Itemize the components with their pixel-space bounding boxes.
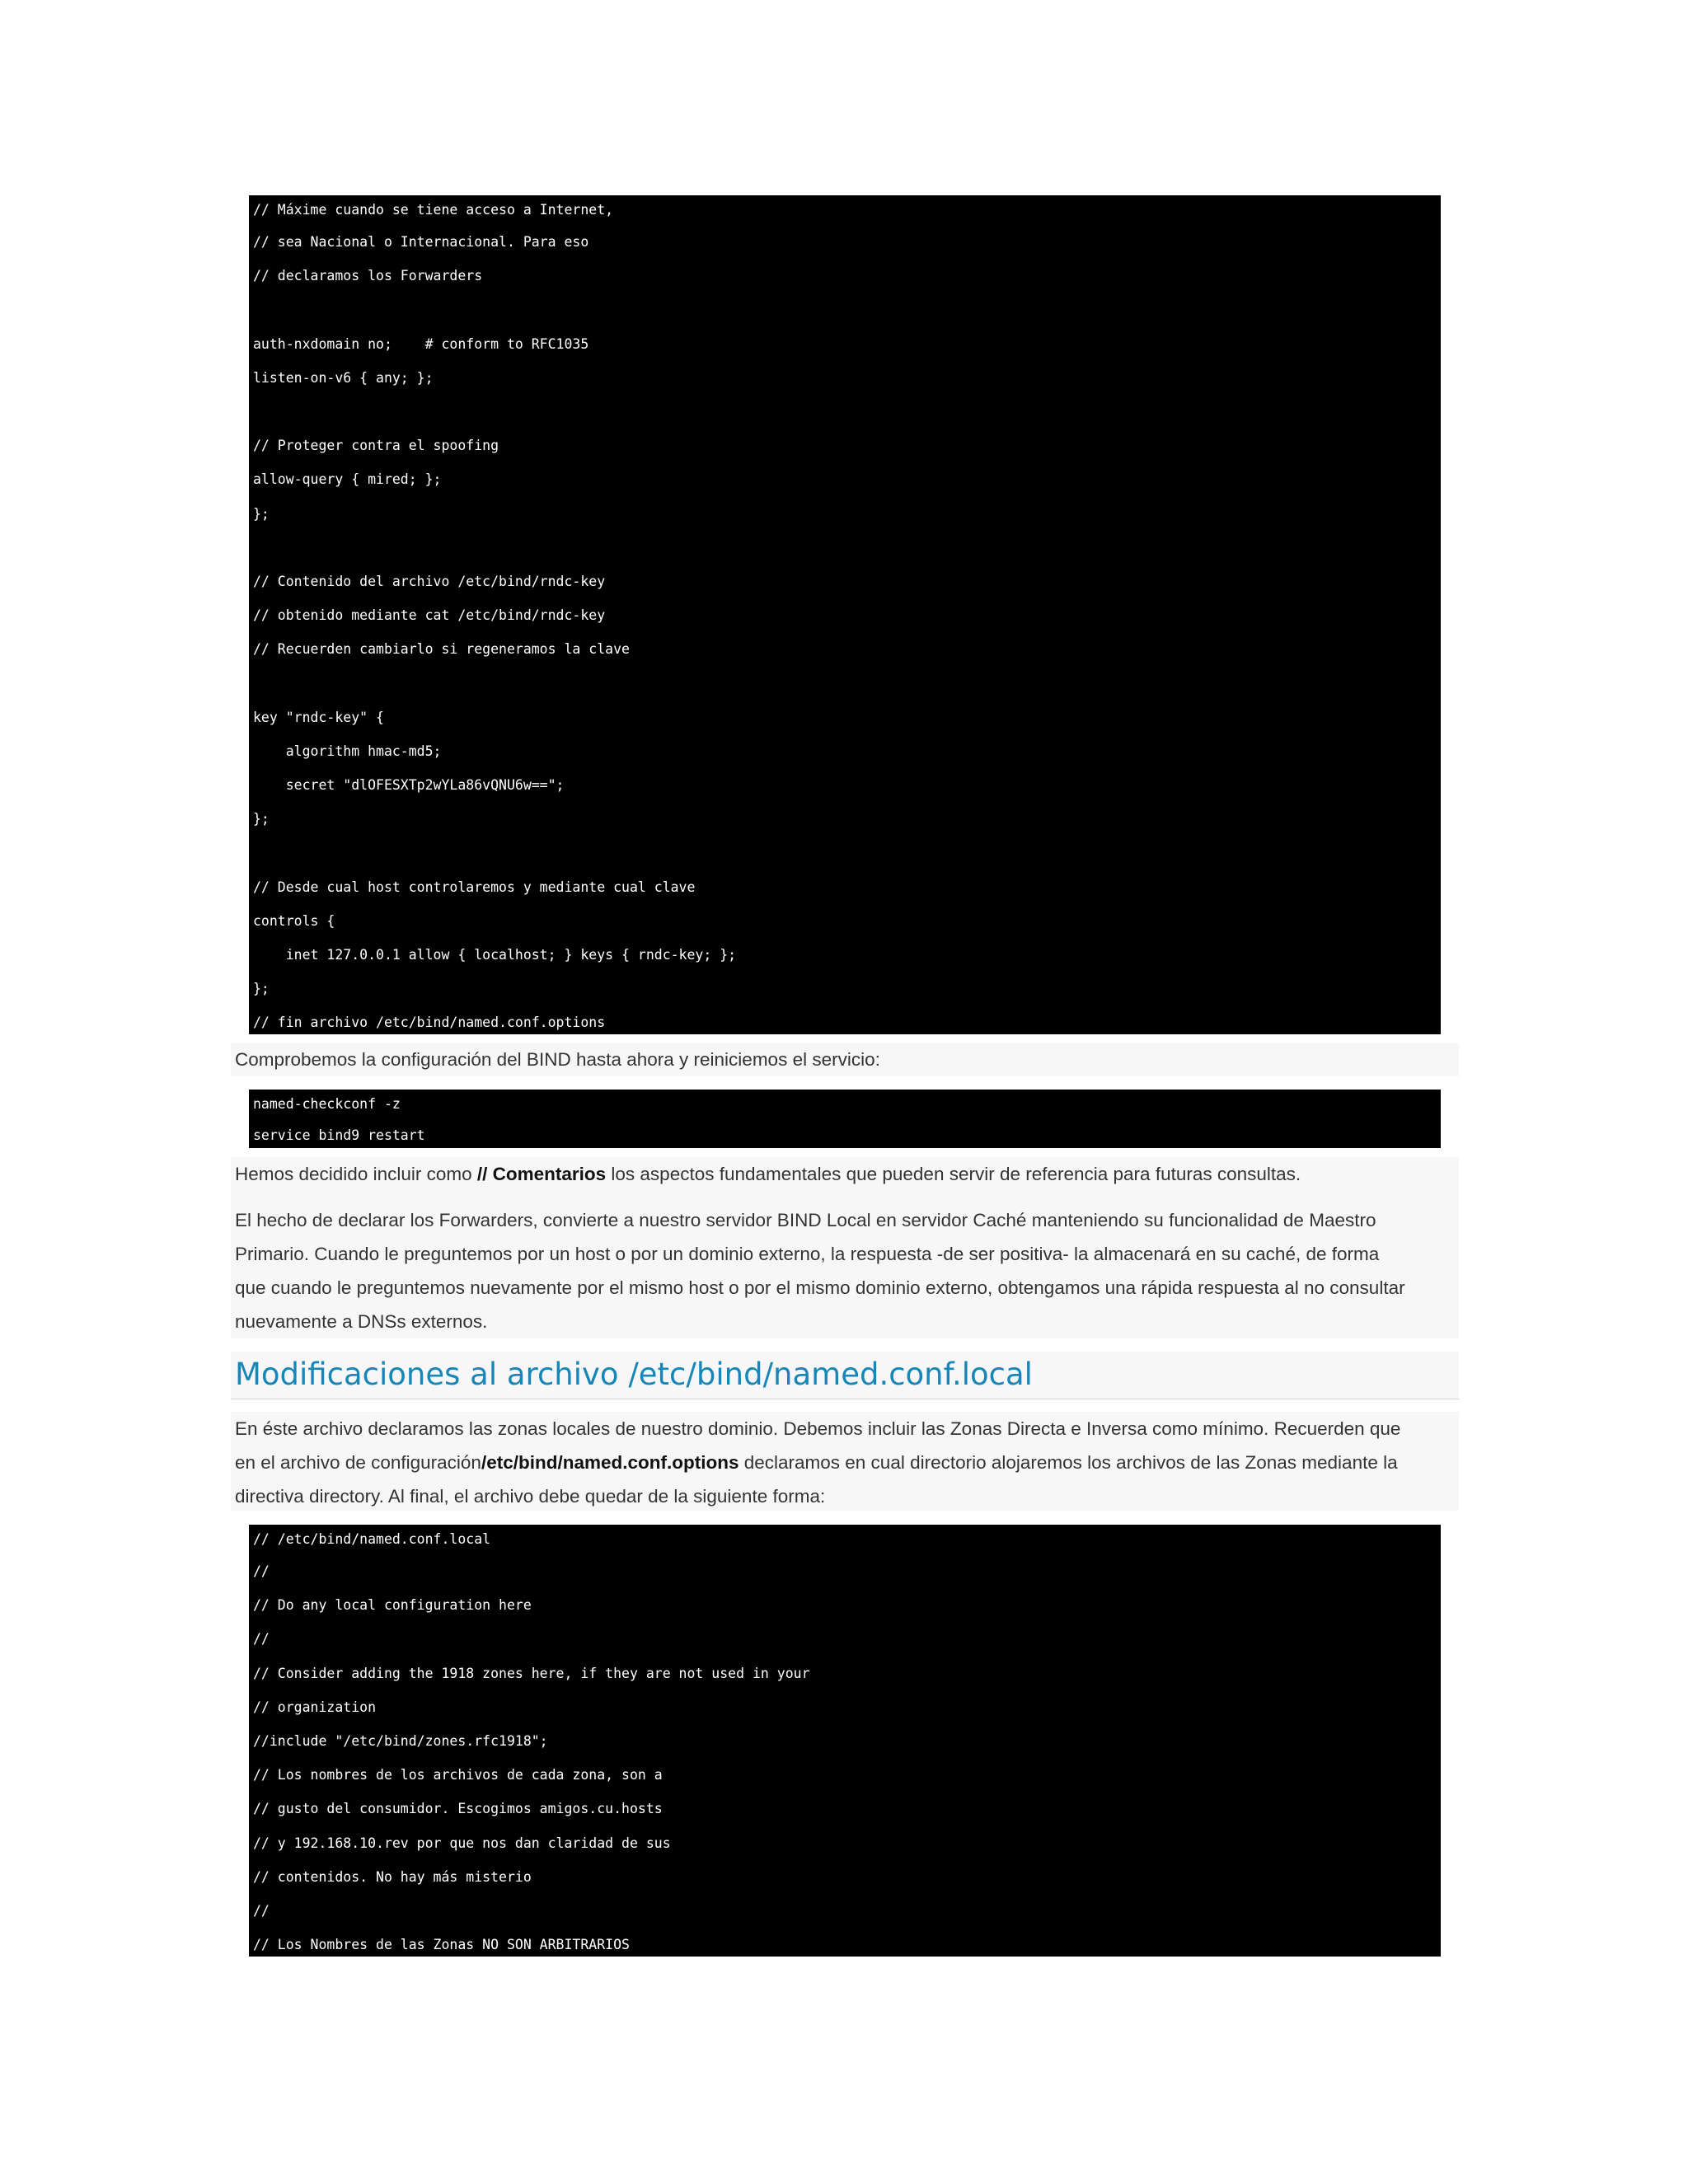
code-line: // Máxime cuando se tiene acceso a Internet, (253, 202, 614, 218)
code-line: // sea Nacional o Internacional. Para eso (253, 234, 589, 250)
code-line: // organization (253, 1699, 377, 1715)
code-line: controls { (253, 912, 335, 929)
code-line: named-checkconf -z (253, 1096, 401, 1112)
code-line: // gusto del consumidor. Escogimos amigos.cu.hosts (253, 1801, 663, 1817)
code-line: // Do any local configuration here (253, 1597, 532, 1614)
paragraph-text: Hemos decidido incluir como (235, 1164, 477, 1184)
code-block-named-conf-local (249, 1525, 1441, 1957)
code-line: // (253, 1631, 270, 1647)
paragraph-comments (235, 1157, 1455, 1192)
paragraph-group-explanation (231, 1157, 1459, 1338)
paragraph-text: los aspectos fundamentales que pueden servir de referencia para futuras consultas. (606, 1164, 1301, 1184)
code-line: // Desde cual host controlaremos y mediante cual clave (253, 879, 696, 895)
section-heading-container (231, 1352, 1459, 1399)
paragraph-text: en el archivo de configuración (235, 1452, 481, 1473)
paragraph-forwarders-line: nuevamente a DNSs externos. (235, 1311, 488, 1332)
code-line: // (253, 1563, 270, 1579)
code-line: // Recuerden cambiarlo si regeneramos la clave (253, 641, 630, 658)
paragraph-text: Comprobemos la configuración del BIND hasta ahora y reiniciemos el servicio: (235, 1049, 880, 1070)
code-line: // (253, 1902, 270, 1919)
paragraph-check-config (231, 1043, 1459, 1076)
comments-emphasis: // Comentarios (476, 1164, 607, 1184)
section-heading: Modificaciones al archivo /etc/bind/named.conf.local (235, 1357, 1033, 1392)
code-line (253, 293, 1437, 326)
code-line: allow-query { mired; }; (253, 471, 442, 488)
code-line (253, 666, 1437, 700)
paragraph-forwarders-line: Primario. Cuando le preguntemos por un host o por un dominio externo, la respuesta -de ser positiva- la almacenará en su caché, de forma (235, 1244, 1380, 1264)
paragraph-local-line (235, 1446, 1455, 1479)
code-block-commands (249, 1090, 1441, 1148)
code-line: algorithm hmac-md5; (253, 743, 442, 759)
code-line (253, 395, 1437, 429)
code-line: }; (253, 981, 270, 997)
file-path-emphasis: /etc/bind/named.conf.options (481, 1452, 739, 1473)
code-line: // fin archivo /etc/bind/named.conf.options (253, 1015, 606, 1031)
code-line: auth-nxdomain no; # conform to RFC1035 (253, 335, 589, 352)
code-line: // obtenido mediante cat /etc/bind/rndc-key (253, 607, 606, 624)
code-line: // /etc/bind/named.conf.local (253, 1531, 491, 1547)
code-block-named-conf-options (249, 195, 1441, 1034)
code-line: // declaramos los Forwarders (253, 268, 483, 284)
code-line: listen-on-v6 { any; }; (253, 369, 434, 386)
paragraph-local-line: directiva directory. Al final, el archivo debe quedar de la siguiente forma: (235, 1486, 826, 1507)
paragraph-forwarders-line: El hecho de declarar los Forwarders, convierte a nuestro servidor BIND Local en servidor Caché manteniendo su funcionalidad de Maestro (235, 1210, 1376, 1230)
paragraph-forwarders-line: que cuando le preguntemos nuevamente por el mismo host o por el mismo dominio externo, obtengamos una rápida respuesta al no consultar (235, 1277, 1405, 1298)
code-line: // Contenido del archivo /etc/bind/rndc-key (253, 573, 606, 589)
paragraph-local-line: En éste archivo declaramos las zonas locales de nuestro dominio. Debemos incluir las Zonas Directa e Inversa como mínimo. Recuerden que (235, 1418, 1401, 1439)
code-line (253, 531, 1437, 565)
code-line: secret "dlOFESXTp2wYLa86vQNU6w=="; (253, 777, 565, 793)
code-line: // Proteger contra el spoofing (253, 438, 499, 454)
code-line: // Los Nombres de las Zonas NO SON ARBITRARIOS (253, 1937, 630, 1953)
paragraph-text: declaramos en cual directorio alojaremos los archivos de las Zonas mediante la (738, 1452, 1398, 1473)
code-line (253, 836, 1437, 869)
code-line: //include "/etc/bind/zones.rfc1918"; (253, 1732, 548, 1749)
code-line: // contenidos. No hay más misterio (253, 1868, 532, 1885)
code-line: // Consider adding the 1918 zones here, if they are not used in your (253, 1665, 810, 1681)
code-line: // Los nombres de los archivos de cada zona, son a (253, 1767, 663, 1783)
paragraph-local-config (231, 1412, 1459, 1511)
code-line: inet 127.0.0.1 allow { localhost; } keys { rndc-key; }; (253, 946, 737, 963)
code-line: service bind9 restart (253, 1127, 425, 1143)
code-line: }; (253, 505, 270, 522)
code-line: }; (253, 811, 270, 827)
code-line: // y 192.168.10.rev por que nos dan claridad de sus (253, 1835, 671, 1851)
code-line: key "rndc-key" { (253, 709, 384, 725)
